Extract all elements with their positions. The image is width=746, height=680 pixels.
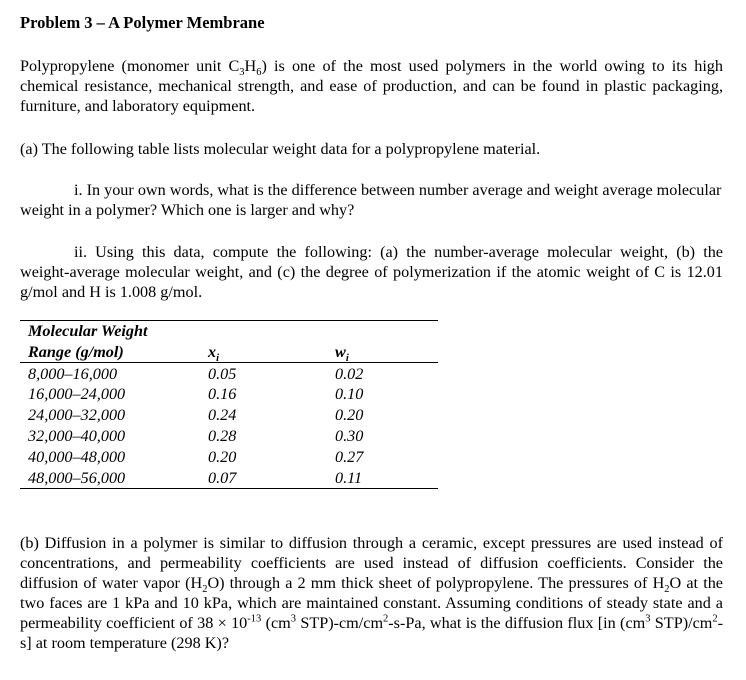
header-wi: $w_i$ <box>335 342 349 365</box>
table-row <box>20 446 438 467</box>
cell-range: 40,000–48,000 <box>28 447 126 466</box>
cell-range: 24,000–32,000 <box>28 406 126 425</box>
part-b-paragraph: (b) Diffusion in a polymer is similar to diffusion through a ceramic, except pressures are used instead of concentrations, and permeability coefficients are used instead of diffusion coefficients. Consider the diffusion of water vapor $(H_2O)$ through a 2 mm thick sheet of polypropylene. The pressures of $H_2O$ at the two faces are 1 kPa and 10 kPa, which are maintained constant. Assuming conditions of steady state and a permeability coefficient of $38 \times 10^{-13}$ ($cm^3$ $STP)-cm/cm^2-s-Pa$, what is the diffusion flux [in ($cm^3$ $STP)/cm^2-s$] at room temperature (298 K)? <box>20 534 723 652</box>
part-a-ii-paragraph: ii. Using this data, compute the following: (a) the number-average molecular weight, (b) the weight-average molecular weight, and (c) the degree of polymerization if the atomic weight of C is 12.01 g/mol and H is 1.008 g/mol. <box>20 243 723 301</box>
intro-text-1: Polypropylene (monomer unit C <box>20 57 240 75</box>
intro-text-3: ) is one of the most used polymers in the world owing to its high chemical resistance, mechanical strength, and ease of production, and can be found in plastic packaging, furniture, and laboratory equipment. <box>20 57 723 115</box>
part-a-paragraph: (a) The following table lists molecular weight data for a polypropylene material. <box>20 140 541 158</box>
cell-wi: 0.10 <box>335 385 364 404</box>
cell-range: 8,000–16,000 <box>28 364 118 383</box>
table-header-row-1 <box>20 321 438 342</box>
table-row <box>20 384 438 405</box>
table-row <box>20 362 438 383</box>
cell-wi: 0.02 <box>335 364 364 383</box>
cell-wi: 0.27 <box>335 447 364 466</box>
problem-title: Problem 3 – A Polymer Membrane <box>20 13 265 32</box>
table-row <box>20 467 438 488</box>
table-row <box>20 404 438 425</box>
part-a-i-paragraph: i. In your own words, what is the difference between number average and weight average molecular weight in a polymer? Which one is larger and why? <box>20 181 722 219</box>
cell-xi: 0.16 <box>208 385 237 404</box>
intro-sub-1: 3 <box>239 67 245 79</box>
molecular-weight-table <box>20 320 440 489</box>
cell-wi: 0.11 <box>335 468 363 487</box>
cell-range: 16,000–24,000 <box>28 385 126 404</box>
header-molecular-weight: Molecular Weight <box>28 322 148 340</box>
cell-wi: 0.30 <box>335 426 364 445</box>
table-header-row-2 <box>20 341 438 362</box>
intro-paragraph <box>20 56 723 116</box>
cell-xi: 0.07 <box>208 468 237 487</box>
intro-sub-2: 6 <box>256 67 262 79</box>
intro-text-2: H <box>244 57 257 75</box>
cell-xi: 0.05 <box>208 364 237 383</box>
cell-range: 48,000–56,000 <box>28 468 126 487</box>
cell-xi: 0.24 <box>208 406 237 425</box>
cell-xi: 0.28 <box>208 426 237 445</box>
cell-xi: 0.20 <box>208 447 237 466</box>
table-row <box>20 425 438 446</box>
cell-wi: 0.20 <box>335 406 364 425</box>
header-range: Range (g/mol) <box>28 342 124 361</box>
header-xi: $x_i$ <box>208 342 220 365</box>
cell-range: 32,000–40,000 <box>28 426 126 445</box>
